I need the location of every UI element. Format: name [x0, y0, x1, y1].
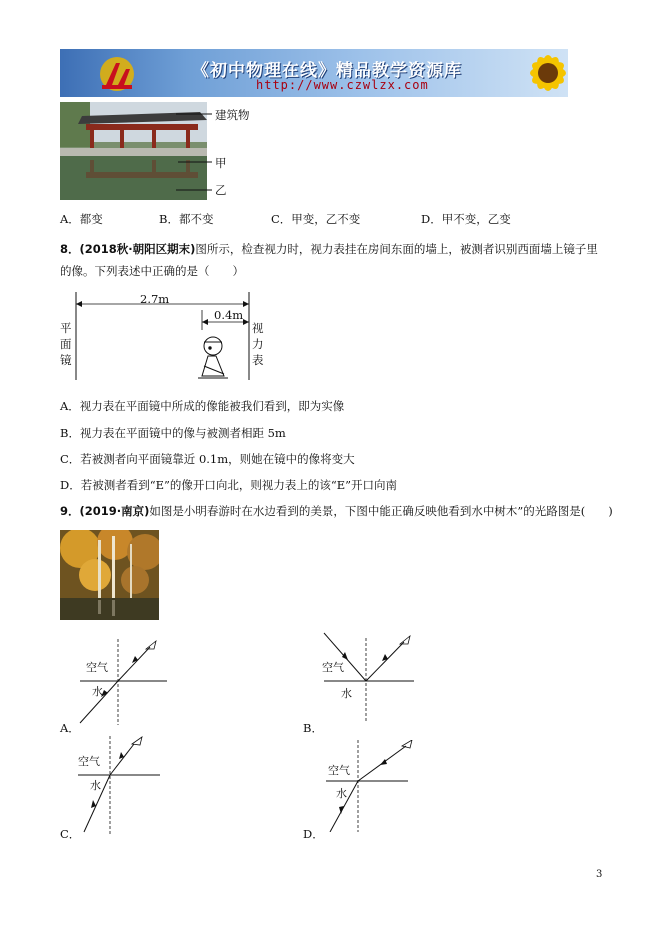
q8-option-a[interactable]: A．视力表在平面镜中所成的像能被我们看到，即为实像	[60, 399, 345, 413]
sunflower-icon	[510, 49, 568, 97]
person-figure	[198, 337, 228, 378]
q9-option-c[interactable]: C．	[60, 827, 81, 841]
eye-icon	[146, 641, 156, 649]
logo-icon	[96, 55, 138, 93]
q9-source: (2019·南京)	[79, 504, 150, 518]
eye-icon	[132, 737, 142, 745]
chart-label: 视 力 表	[252, 321, 264, 367]
q9-stem-text: 如图是小明春游时在水边看到的美景，下图中能正确反映他看到水中树木”的光路图是( )	[149, 504, 613, 518]
banner-title: 《初中物理在线》精品教学资源库	[192, 61, 462, 81]
q7-option-a[interactable]: A．都变	[60, 212, 103, 226]
ray-diagram-c	[72, 736, 172, 834]
q8-stem-text: 图所示，检查视力时，视力表挂在房间东面的墙上，被测者识别西面墙上镜子里	[195, 242, 598, 256]
diagram-a-air: 空气	[86, 661, 108, 674]
q8-option-c[interactable]: C．若被测者向平面镜靠近 0.1m，则她在镜中的像将变大	[60, 452, 355, 466]
diagram-b-air: 空气	[322, 661, 344, 674]
banner-url: http://www.czwlzx.com	[256, 78, 429, 92]
diagram-c-air: 空气	[78, 755, 100, 768]
diagram-d-water: 水	[336, 787, 347, 800]
pointer-lines	[176, 104, 216, 196]
q8-stem-line1	[60, 242, 598, 256]
q9-number: 9．	[60, 504, 80, 518]
q9-option-a[interactable]: A．	[60, 721, 80, 735]
dim-part-label: 0.4m	[214, 308, 244, 322]
mirror-label: 平 面 镜	[60, 321, 72, 367]
q8-stem-line2: 的像。下列表述中正确的是（ ）	[60, 264, 244, 278]
trees-by-water-photo	[60, 530, 159, 620]
q8-source: (2018秋·朝阳区期末)	[79, 242, 196, 256]
header-banner	[60, 49, 568, 97]
q9-stem	[60, 504, 613, 518]
label-jia: 甲	[215, 156, 227, 170]
label-building: 建筑物	[215, 108, 250, 122]
ray-diagram-b	[318, 630, 418, 722]
q7-option-c[interactable]: C．甲变，乙不变	[271, 212, 361, 226]
diagram-c-water: 水	[90, 779, 101, 792]
q8-number: 8．	[60, 242, 80, 256]
page-number: 3	[596, 869, 603, 880]
q7-option-b[interactable]: B．都不变	[159, 212, 214, 226]
dim-total-label: 2.7m	[140, 292, 170, 306]
ray-diagram-a	[72, 637, 172, 725]
q9-option-d[interactable]: D．	[303, 827, 324, 841]
q7-option-d[interactable]: D．甲不变，乙变	[421, 212, 511, 226]
q8-option-b[interactable]: B．视力表在平面镜中的像与被测者相距 5m	[60, 426, 286, 440]
eye-icon	[400, 636, 410, 644]
label-yi: 乙	[215, 183, 227, 197]
q8-option-d[interactable]: D．若被测者看到“E”的像开口向北，则视力表上的该“E”开口向南	[60, 478, 398, 492]
q9-option-b[interactable]: B．	[303, 721, 323, 735]
eye-icon	[402, 740, 412, 748]
diagram-b-water: 水	[341, 687, 352, 700]
diagram-a-water: 水	[92, 685, 103, 698]
diagram-d-air: 空气	[328, 764, 350, 777]
